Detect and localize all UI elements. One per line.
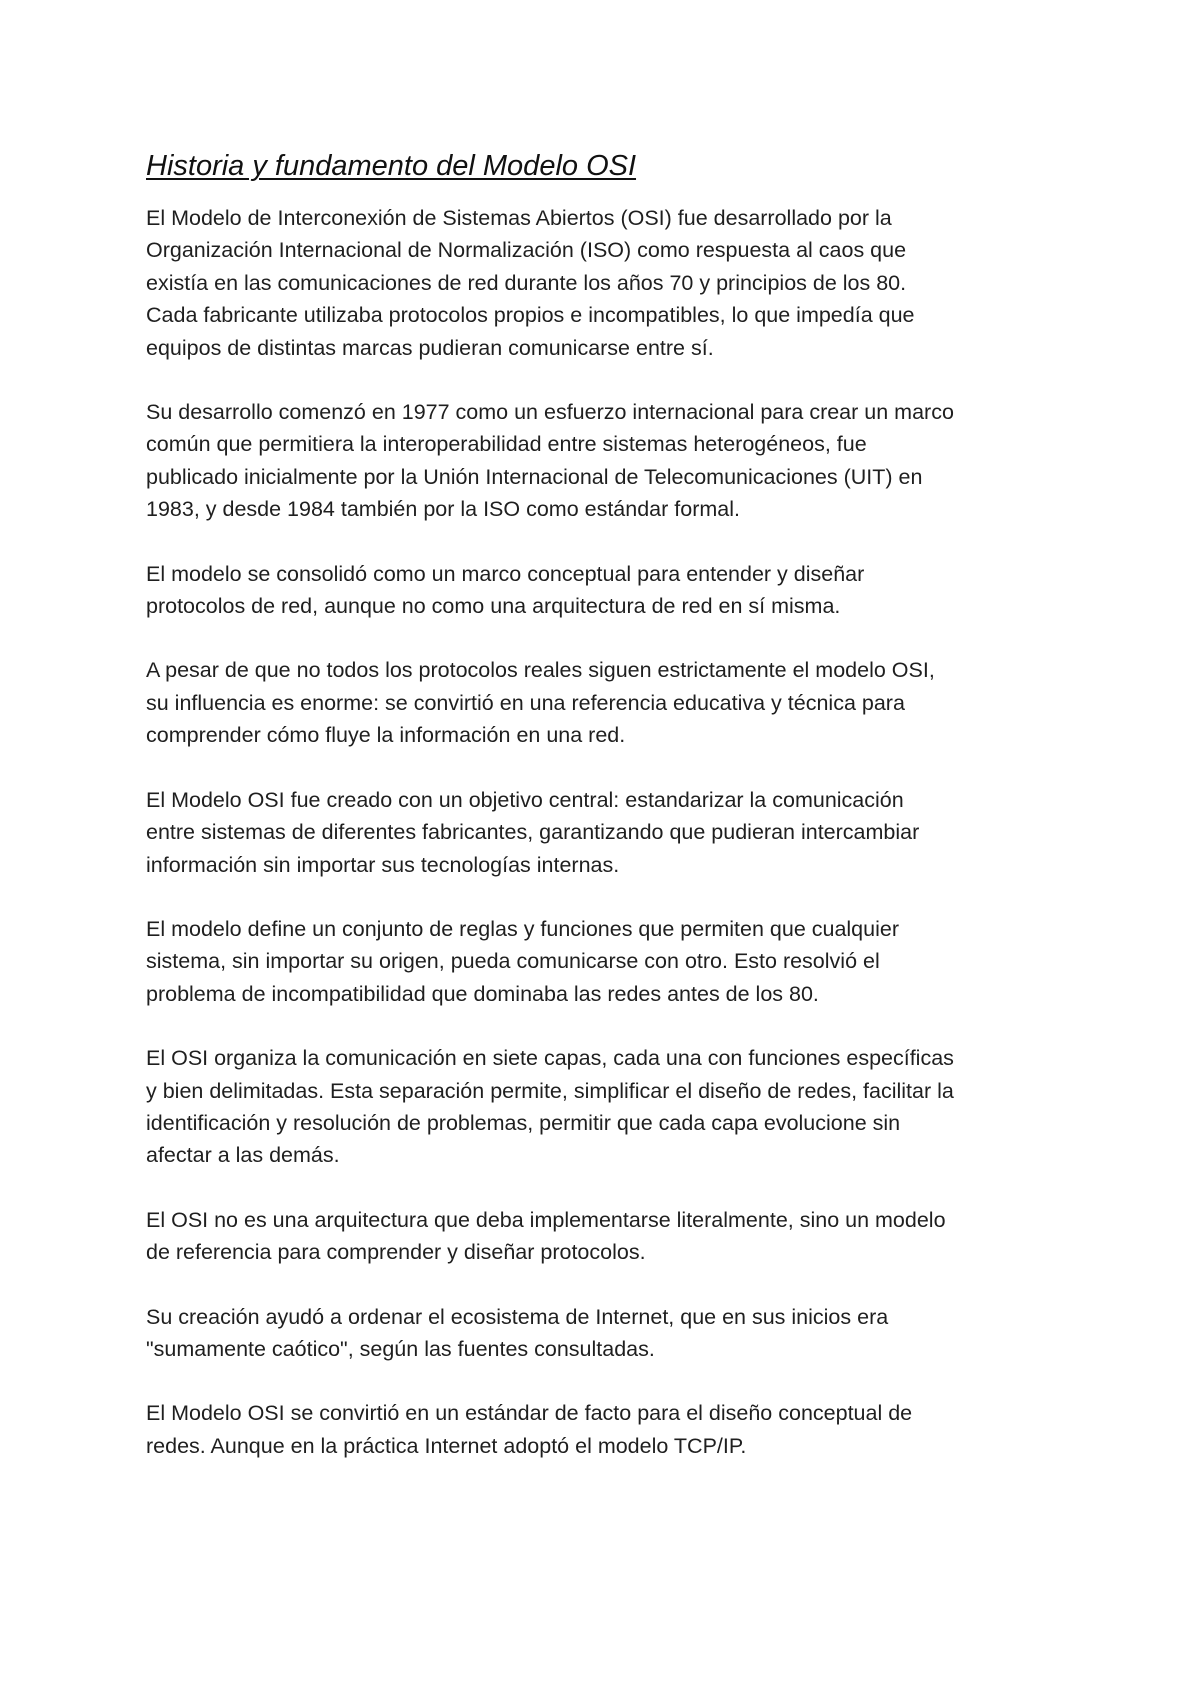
paragraph-3: El modelo se consolidó como un marco conceptual para entender y diseñar protocolos de red, aunque no como una arquitectura de red en sí misma. xyxy=(146,561,865,619)
paragraph-6: El modelo define un conjunto de reglas y funciones que permiten que cualquier sistema, sin importar su origen, pueda comunicarse con otro. Esto resolvió el problema de incompatibilidad que dominaba las redes antes de los 80. xyxy=(146,916,899,1006)
paragraph-10: El Modelo OSI se convirtió en un estándar de facto para el diseño conceptual de redes. Aunque en la práctica Internet adoptó el modelo TCP/IP. xyxy=(146,1401,913,1458)
paragraph-2: Su desarrollo comenzó en 1977 como un esfuerzo internacional para crear un marco común que permitiera la interoperabilidad entre sistemas heterogéneos, fue publicado inicialmente por la Unión Internacional de Telecomunicaciones (UIT) en 1983, y desde 1984 también por la ISO como estándar formal. xyxy=(146,400,954,522)
paragraph-8: El OSI no es una arquitectura que deba implementarse literalmente, sino un modelo de referencia para comprender y diseñar protocolos. xyxy=(146,1207,946,1265)
paragraph-1: El Modelo de Interconexión de Sistemas Abiertos (OSI) fue desarrollado por la Organización Internacional de Normalización (ISO) como respuesta al caos que existía en las comunicaciones de red durante los años 70 y principios de los 80. Cada fabricante utilizaba protocolos propios e incompatibles, lo que impedía que equipos de distintas marcas pudieran comunicarse entre sí. xyxy=(146,206,915,360)
document-title: Historia y fundamento del Modelo OSI xyxy=(146,150,637,182)
paragraph-4: A pesar de que no todos los protocolos reales siguen estrictamente el modelo OSI, su influencia es enorme: se convirtió en una referencia educativa y técnica para comprender cómo fluye la información en una red. xyxy=(146,658,935,748)
paragraph-9: Su creación ayudó a ordenar el ecosistema de Internet, que en sus inicios era "sumamente caótico", según las fuentes consultadas. xyxy=(146,1304,889,1361)
paragraph-5: El Modelo OSI fue creado con un objetivo central: estandarizar la comunicación entre sistemas de diferentes fabricantes, garantizando que pudieran intercambiar información sin importar sus tecnologías internas. xyxy=(146,787,920,877)
document-body xyxy=(146,148,1086,1494)
paragraph-7: El OSI organiza la comunicación en siete capas, cada una con funciones específicas y bien delimitadas. Esta separación permite, simplificar el diseño de redes, facilitar la identificación y resolución de problemas, permitir que cada capa evolucione sin afectar a las demás. xyxy=(146,1046,954,1168)
